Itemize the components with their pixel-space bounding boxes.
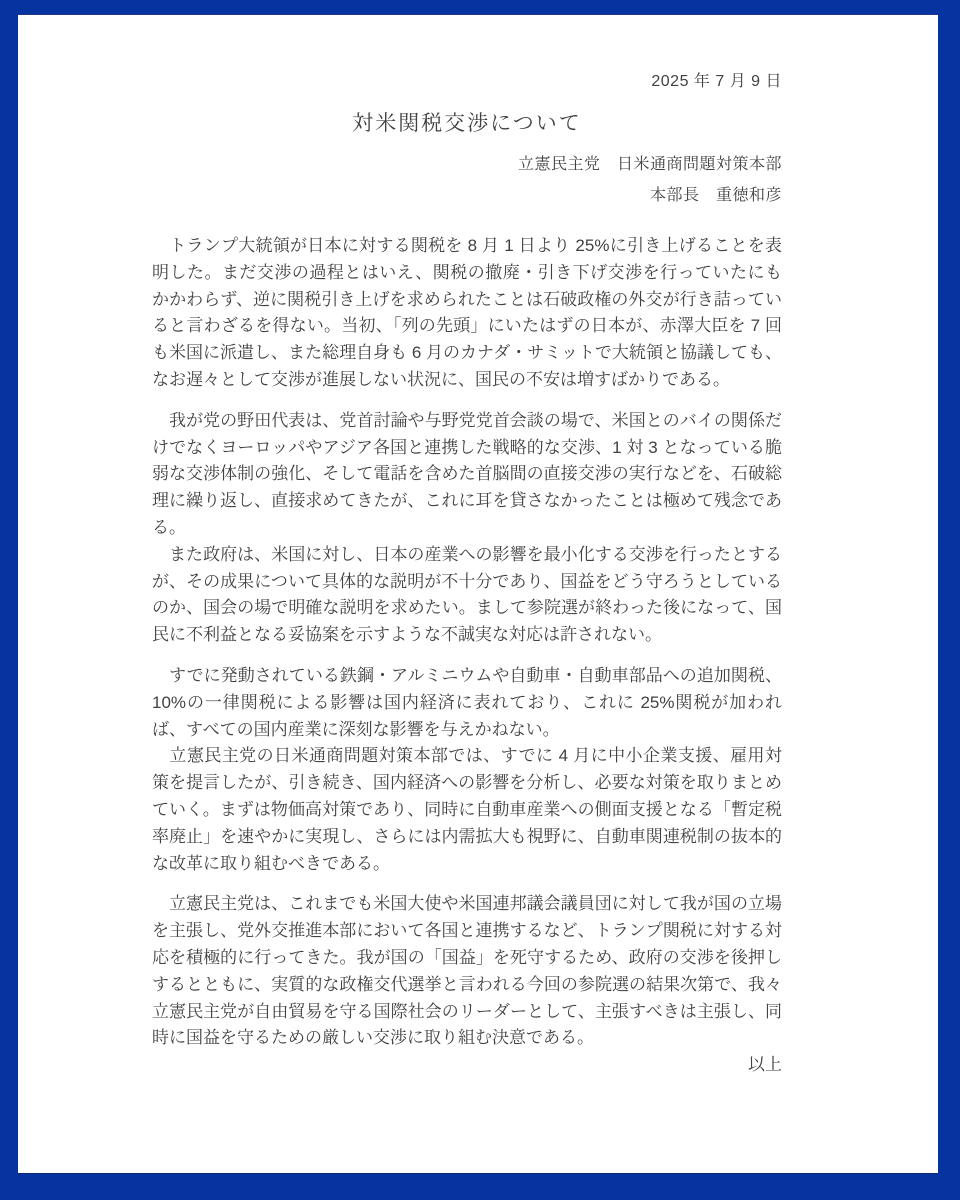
- body-paragraph-3: また政府は、米国に対し、日本の産業への影響を最小化する交渉を行ったとするが、その成果について具体的な説明が不十分であり、国益をどう守ろうとしているのか、国会の場で明確な説明を求めたい。まして参院選が終わった後になって、国民に不利益となる妥協案を示すような不誠実な対応は許されない。: [152, 544, 782, 645]
- body-paragraph-1: トランプ大統領が日本に対する関税を 8 月 1 日より 25%に引き上げることを表明した。まだ交渉の過程とはいえ、関税の撤廃・引き下げ交渉を行っていたにもかかわらず、逆に関税引き上げを求められたことは石破政権の外交が行き詰っていると言わざるを得ない。当初、「列の先頭」にいたはずの日本が、赤澤大臣を 7 回も米国に派遣し、また総理自身も 6 月のカナダ・サミットで大統領と協議しても、なお遅々として交渉が進展しない状況に、国民の不安は増すばかりである。: [152, 236, 782, 389]
- body-paragraph-6: 立憲民主党は、これまでも米国大使や米国連邦議会議員団に対して我が国の立場を主張し、党外交推進本部において各国と連携するなど、トランプ関税に対する対応を積極的に行ってきた。我が国の「国益」を死守するため、政府の交渉を後押しするとともに、実質的な政権交代選挙と言われる今回の参院選の結果次第で、我々立憲民主党が自由貿易を守る国際社会のリーダーとして、主張すべきは主張し、同時に国益を守るための厳しい交渉に取り組む決意である。: [152, 894, 782, 1048]
- document-body: [152, 233, 782, 1052]
- document-title: 対米関税交渉について: [352, 112, 582, 135]
- body-paragraph-5: 立憲民主党の日米通商問題対策本部では、すでに 4 月に中小企業支援、雇用対策を提言したが、引き続き、国内経済への影響を分析し、必要な対策を取りまとめていく。まずは物価高対策であり、同時に自動車産業への側面支援となる「暫定税率廃止」を速やかに実現し、さらには内需拡大も視野に、自動車関連税制の抜本的な改革に取り組むべきである。: [152, 746, 782, 873]
- document-date: 2025 年 7 月 9 日: [651, 73, 782, 90]
- body-paragraph-4: すでに発動されている鉄鋼・アルミニウムや自動車・自動車部品への追加関税、10%の一律関税による影響は国内経済に表れており、これに 25%関税が加われば、すべての国内産業に深刻な影響を与えかねない。: [152, 665, 782, 739]
- body-paragraph-2: 我が党の野田代表は、党首討論や与野党党首会談の場で、米国とのバイの関係だけでなくヨーロッパやアジア各国と連携した戦略的な交渉、1 対 3 となっている脆弱な交渉体制の強化、そして電話を含めた首脳間の直接交渉の実行などを、石破総理に繰り返し、直接求めてきたが、これに耳を貸さなかったことは極めて残念である。: [152, 410, 782, 537]
- document-organization: 立憲民主党 日米通商問題対策本部: [517, 156, 782, 173]
- document-author: 本部長 重徳和彦: [649, 187, 782, 204]
- document-page: [18, 15, 938, 1173]
- document-byline: [152, 149, 782, 211]
- closing-word: 以上: [748, 1055, 782, 1075]
